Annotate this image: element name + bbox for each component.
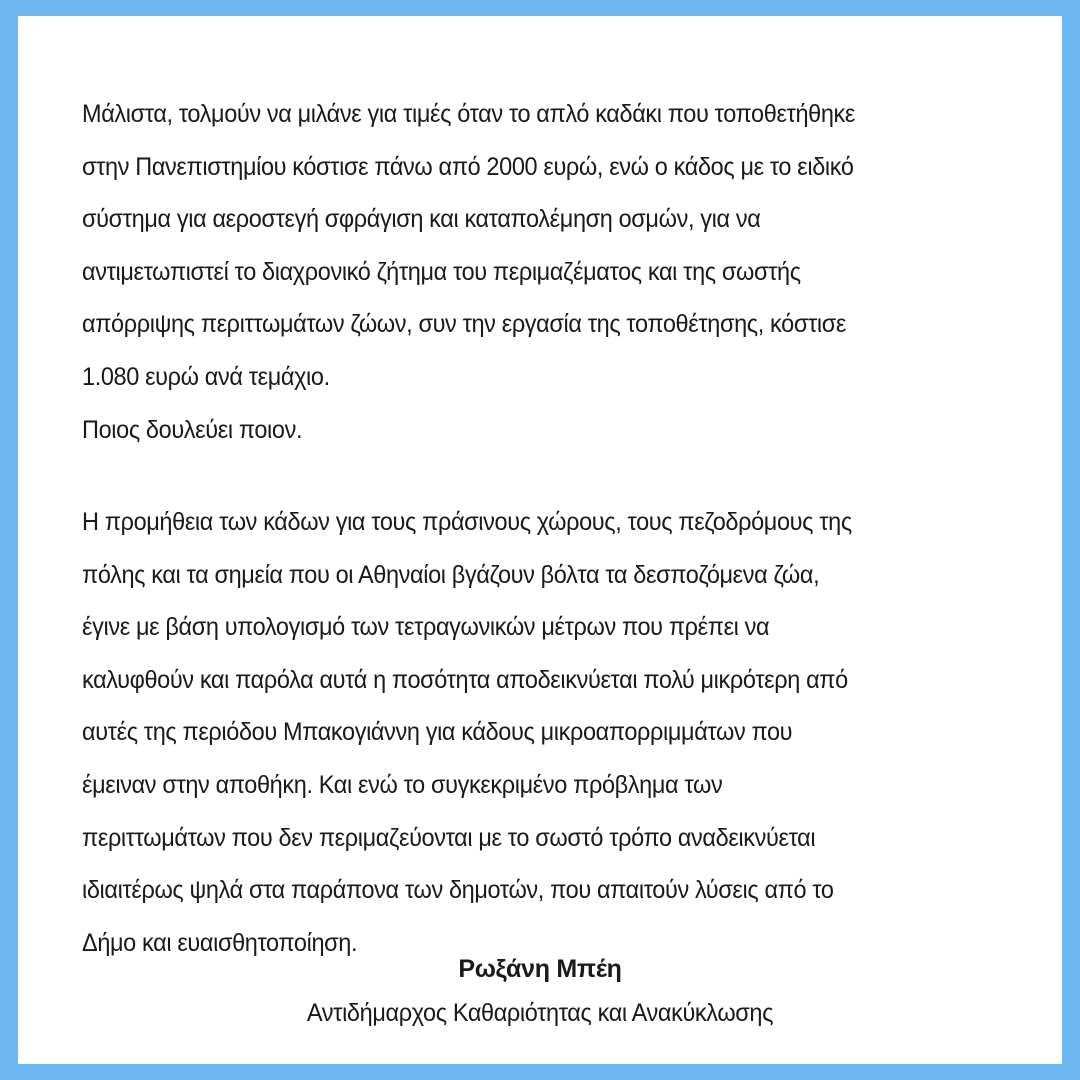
paragraph-line: αυτές της περιόδου Μπακογιάννη για κάδους μικροαπορριμμάτων που [82, 718, 793, 747]
paragraph-line: απόρριψης περιττωμάτων ζώων, συν την εργασία της τοποθέτησης, κόστισε [82, 310, 846, 339]
signature-title: Αντιδήμαρχος Καθαριότητας και Ανακύκλωσης [306, 999, 774, 1027]
paragraph-line: καλυφθούν και παρόλα αυτά η ποσότητα αποδεικνύεται πολύ μικρότερη από [82, 665, 848, 694]
paragraph-line: έγινε με βάση υπολογισμό των τετραγωνικών μέτρων που πρέπει να [82, 613, 770, 642]
paragraph-line: 1.080 ευρώ ανά τεμάχιο. [82, 362, 330, 391]
paragraph-line: σύστημα για αεροστεγή σφράγιση και καταπολέμηση οσμών, για να [82, 205, 761, 234]
paragraph-line: περιττωμάτων που δεν περιμαζεύονται με το σωστό τρόπο αναδεικνύεται [82, 823, 816, 852]
paragraph-line: Μάλιστα, τολμούν να μιλάνε για τιμές όταν το απλό καδάκι που τοποθετήθηκε [82, 100, 856, 128]
paragraph-line: έμειναν στην αποθήκη. Και ενώ το συγκεκριμένο πρόβλημα των [82, 770, 723, 799]
paragraph-1 [82, 88, 966, 456]
paragraph-line: Δήμο και ευαισθητοποίηση. [82, 928, 358, 957]
paragraph-2 [82, 496, 966, 969]
paragraph-line: αντιμετωπιστεί το διαχρονικό ζήτημα του περιμαζέματος και της σωστής [82, 257, 801, 286]
signature-name: Ρωξάνη Μπέη [458, 955, 622, 983]
paragraph-line: πόλης και τα σημεία που οι Αθηναίοι βγάζουν βόλτα τα δεσποζόμενα ζώα, [82, 560, 820, 589]
paragraph-line: Ποιος δουλεύει ποιον. [82, 415, 303, 444]
statement-card [18, 16, 1062, 1064]
paragraph-line: ιδιαιτέρως ψηλά στα παράπονα των δημοτών, που απαιτούν λύσεις από το [82, 876, 834, 905]
paragraph-line: στην Πανεπιστημίου κόστισε πάνω από 2000 ευρώ, ενώ ο κάδος με το ειδικό [82, 152, 854, 181]
paragraph-line: Η προμήθεια των κάδων για τους πράσινους χώρους, τους πεζοδρόμους της [82, 508, 852, 536]
